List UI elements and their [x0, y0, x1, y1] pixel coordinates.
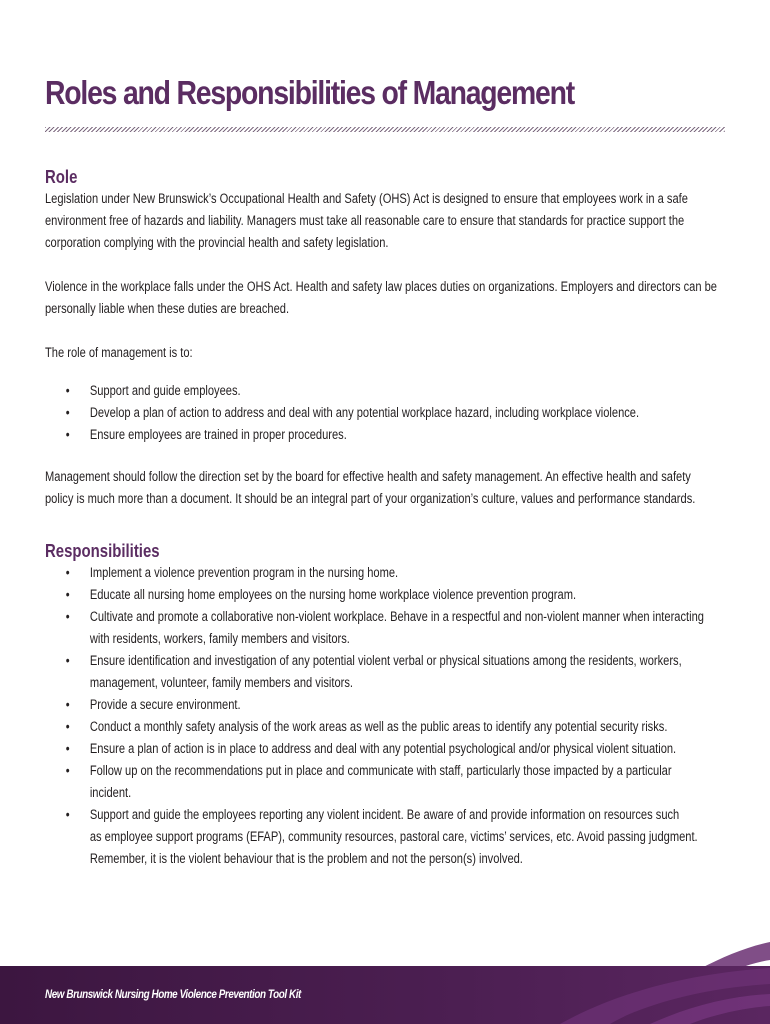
footer-text: New Brunswick Nursing Home Violence Prevention Tool Kit: [45, 989, 301, 1001]
responsibilities-heading: Responsibilities: [45, 541, 160, 561]
footer-swoosh-graphic: [540, 966, 770, 1024]
document-body: [45, 166, 725, 870]
role-list: [45, 380, 726, 446]
role-paragraph-3: Management should follow the direction set by the board for effective health and safety management. An effective health and safety policy is much more than a document. It should be an integral part of your organization’s culture, values and performance standards.: [45, 469, 696, 506]
list-item: • Implement a violence prevention program in the nursing home.: [45, 562, 726, 584]
list-item: • Conduct a monthly safety analysis of the work areas as well as the public areas to identify any potential security risks.: [45, 716, 726, 738]
responsibilities-list: [45, 562, 726, 870]
list-item: • Provide a secure environment.: [45, 694, 726, 716]
bullet: •: [65, 587, 70, 602]
role-paragraph-2: Violence in the workplace falls under the OHS Act. Health and safety law places duties on organizations. Employers and directors can be personally liable when these duties are breached.: [45, 279, 717, 316]
list-item: • Ensure employees are trained in proper procedures.: [45, 424, 726, 446]
list-item: • Ensure a plan of action is in place to address and deal with any potential psychological and/or physical violent situation.: [45, 738, 726, 760]
bullet: •: [65, 653, 70, 668]
bullet: •: [65, 427, 70, 442]
bullet: •: [65, 741, 70, 756]
list-item: • Cultivate and promote a collaborative non-violent workplace. Behave in a respectful and non-violent manner when interacting with residents, workers, family members and visitors.: [45, 606, 726, 650]
bullet: •: [65, 383, 70, 398]
bullet: •: [65, 807, 70, 822]
role-paragraph-1: Legislation under New Brunswick’s Occupational Health and Safety (OHS) Act is designed to ensure that employees work in a safe environment free of hazards and liability. Managers must take all reasonable care to ensure that standards for practice support the corporation complying with the provincial health and safety legislation.: [45, 191, 688, 250]
role-intro: The role of management is to:: [45, 345, 193, 360]
list-item: • Develop a plan of action to address and deal with any potential workplace hazard, including workplace violence.: [45, 402, 726, 424]
bullet: •: [65, 719, 70, 734]
role-heading: Role: [45, 167, 78, 187]
bullet: •: [65, 609, 70, 624]
list-item: • Support and guide the employees reporting any violent incident. Be aware of and provide information on resources such as employee support programs (EFAP), community resources, pastoral care, victims’ services, etc. Avoid passing judgment. Remember, it is the violent behaviour that is the problem and not the person(s) involved.: [45, 804, 726, 870]
bullet: •: [65, 697, 70, 712]
page-title: Roles and Responsibilities of Management: [45, 74, 575, 111]
page-footer: [0, 966, 770, 1024]
bullet: •: [65, 565, 70, 580]
list-item: • Educate all nursing home employees on the nursing home workplace violence prevention program.: [45, 584, 726, 606]
list-item: • Support and guide employees.: [45, 380, 726, 402]
list-item: • Ensure identification and investigation of any potential violent verbal or physical situations among the residents, workers, management, volunteer, family members and visitors.: [45, 650, 726, 694]
bullet: •: [65, 763, 70, 778]
list-item: • Follow up on the recommendations put in place and communicate with staff, particularly those impacted by a particular incident.: [45, 760, 726, 804]
bullet: •: [65, 405, 70, 420]
title-divider: [45, 127, 725, 132]
